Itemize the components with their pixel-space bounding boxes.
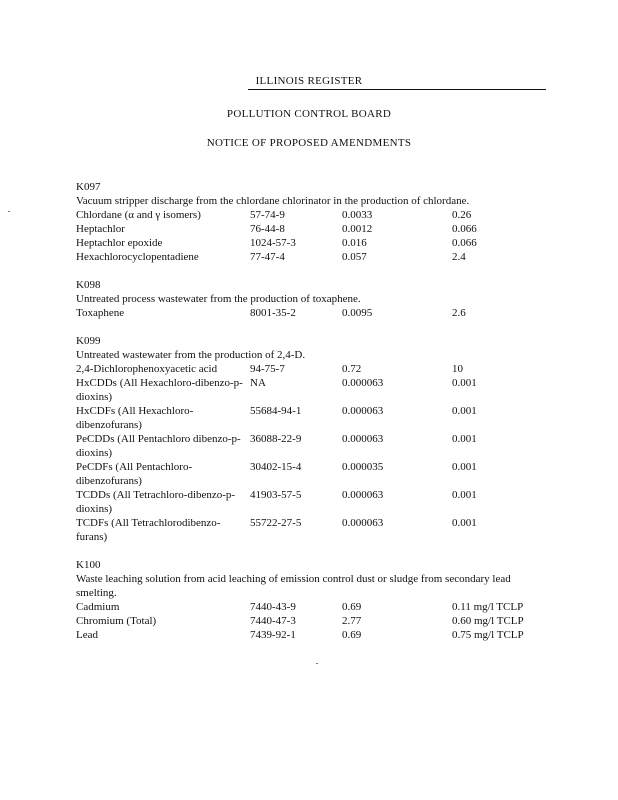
table-row (76, 488, 546, 516)
wastewater-limit: 0.000063 (342, 377, 384, 389)
table-row (76, 208, 546, 222)
nonwastewater-limit: 0.60 mg/l TCLP (452, 615, 524, 627)
constituent-name: PeCDFs (All Pentachloro-dibenzofurans) (76, 461, 193, 487)
constituent-name: HxCDFs (All Hexachloro-dibenzofurans) (76, 405, 194, 431)
table-row (76, 306, 546, 320)
cas-number: NA (250, 377, 266, 389)
cas-number: 30402-15-4 (250, 461, 302, 473)
board-name: POLLUTION CONTROL BOARD (226, 108, 392, 120)
nonwastewater-limit: 0.26 (452, 209, 472, 221)
waste-section (76, 558, 546, 642)
cas-number: 57-74-9 (250, 209, 285, 221)
constituent-name: Lead (76, 629, 98, 641)
table-row (76, 404, 546, 432)
waste-section (76, 334, 546, 544)
constituent-name: 2,4-Dichlorophenoxyacetic acid (76, 363, 218, 375)
nonwastewater-limit: 2.6 (452, 307, 466, 319)
wastewater-limit: 0.69 (342, 601, 362, 613)
table-row (76, 516, 546, 544)
wastewater-limit: 0.000035 (342, 461, 384, 473)
cas-number: 55722-27-5 (250, 517, 302, 529)
nonwastewater-limit: 0.001 (452, 405, 477, 417)
nonwastewater-limit: 10 (452, 363, 463, 375)
table-row (76, 460, 546, 488)
cas-number: 7439-92-1 (250, 629, 296, 641)
constituent-name: TCDDs (All Tetrachloro-dibenzo-p-dioxins) (76, 489, 236, 515)
nonwastewater-limit: 0.066 (452, 223, 477, 235)
table-row (76, 222, 546, 236)
waste-description: Waste leaching solution from acid leaching of emission control dust or sludge from secondary lead smelting. (76, 573, 511, 599)
header-rule (248, 89, 546, 90)
table-row (76, 432, 546, 460)
waste-section (76, 180, 546, 264)
constituent-name: Chlordane (α and γ isomers) (76, 209, 201, 221)
wastewater-limit: 0.016 (342, 237, 367, 249)
table-row (76, 628, 546, 642)
cas-number: 7440-47-3 (250, 615, 296, 627)
waste-description: Untreated wastewater from the production of 2,4-D. (76, 349, 306, 361)
cas-number: 8001-35-2 (250, 307, 296, 319)
constituent-name: PeCDDs (All Pentachloro dibenzo-p-dioxins) (76, 433, 241, 459)
wastewater-limit: 0.0095 (342, 307, 373, 319)
nonwastewater-limit: 0.75 mg/l TCLP (452, 629, 524, 641)
cas-number: 76-44-8 (250, 223, 285, 235)
wastewater-limit: 0.000063 (342, 489, 384, 501)
table-row (76, 600, 546, 614)
notice-title: NOTICE OF PROPOSED AMENDMENTS (206, 137, 412, 149)
wastewater-limit: 0.69 (342, 629, 362, 641)
waste-section (76, 278, 546, 320)
nonwastewater-limit: 0.001 (452, 489, 477, 501)
waste-table (76, 180, 546, 656)
table-row (76, 236, 546, 250)
constituent-name: Hexachlorocyclopentadiene (76, 251, 199, 263)
waste-code: K100 (76, 559, 101, 571)
wastewater-limit: 0.000063 (342, 405, 384, 417)
waste-code: K097 (76, 181, 101, 193)
cas-number: 7440-43-9 (250, 601, 296, 613)
table-row (76, 250, 546, 264)
wastewater-limit: 0.72 (342, 363, 362, 375)
nonwastewater-limit: 0.11 mg/l TCLP (452, 601, 524, 613)
constituent-name: HxCDDs (All Hexachloro-dibenzo-p-dioxins) (76, 377, 243, 403)
wastewater-limit: 0.0033 (342, 209, 373, 221)
constituent-name: Cadmium (76, 601, 120, 613)
nonwastewater-limit: 0.066 (452, 237, 477, 249)
cas-number: 55684-94-1 (250, 405, 302, 417)
waste-code: K099 (76, 335, 101, 347)
constituent-name: Toxaphene (76, 307, 125, 319)
nonwastewater-limit: 2.4 (452, 251, 466, 263)
nonwastewater-limit: 0.001 (452, 377, 477, 389)
scan-speck (8, 211, 10, 212)
cas-number: 36088-22-9 (250, 433, 302, 445)
cas-number: 94-75-7 (250, 363, 285, 375)
nonwastewater-limit: 0.001 (452, 517, 477, 529)
nonwastewater-limit: 0.001 (452, 433, 477, 445)
waste-description: Untreated process wastewater from the production of toxaphene. (76, 293, 361, 305)
register-title: ILLINOIS REGISTER (255, 75, 363, 87)
constituent-name: Heptachlor epoxide (76, 237, 163, 249)
cas-number: 41903-57-5 (250, 489, 302, 501)
nonwastewater-limit: 0.001 (452, 461, 477, 473)
constituent-name: TCDFs (All Tetrachlorodibenzo-furans) (76, 517, 221, 543)
wastewater-limit: 2.77 (342, 615, 362, 627)
table-row (76, 614, 546, 628)
scan-speck (316, 663, 318, 664)
constituent-name: Chromium (Total) (76, 615, 157, 627)
constituent-name: Heptachlor (76, 223, 125, 235)
wastewater-limit: 0.000063 (342, 517, 384, 529)
waste-code: K098 (76, 279, 101, 291)
table-row (76, 376, 546, 404)
cas-number: 1024-57-3 (250, 237, 296, 249)
wastewater-limit: 0.057 (342, 251, 367, 263)
table-row (76, 362, 546, 376)
wastewater-limit: 0.0012 (342, 223, 373, 235)
cas-number: 77-47-4 (250, 251, 285, 263)
waste-description: Vacuum stripper discharge from the chlordane chlorinator in the production of chlordane. (76, 195, 470, 207)
wastewater-limit: 0.000063 (342, 433, 384, 445)
